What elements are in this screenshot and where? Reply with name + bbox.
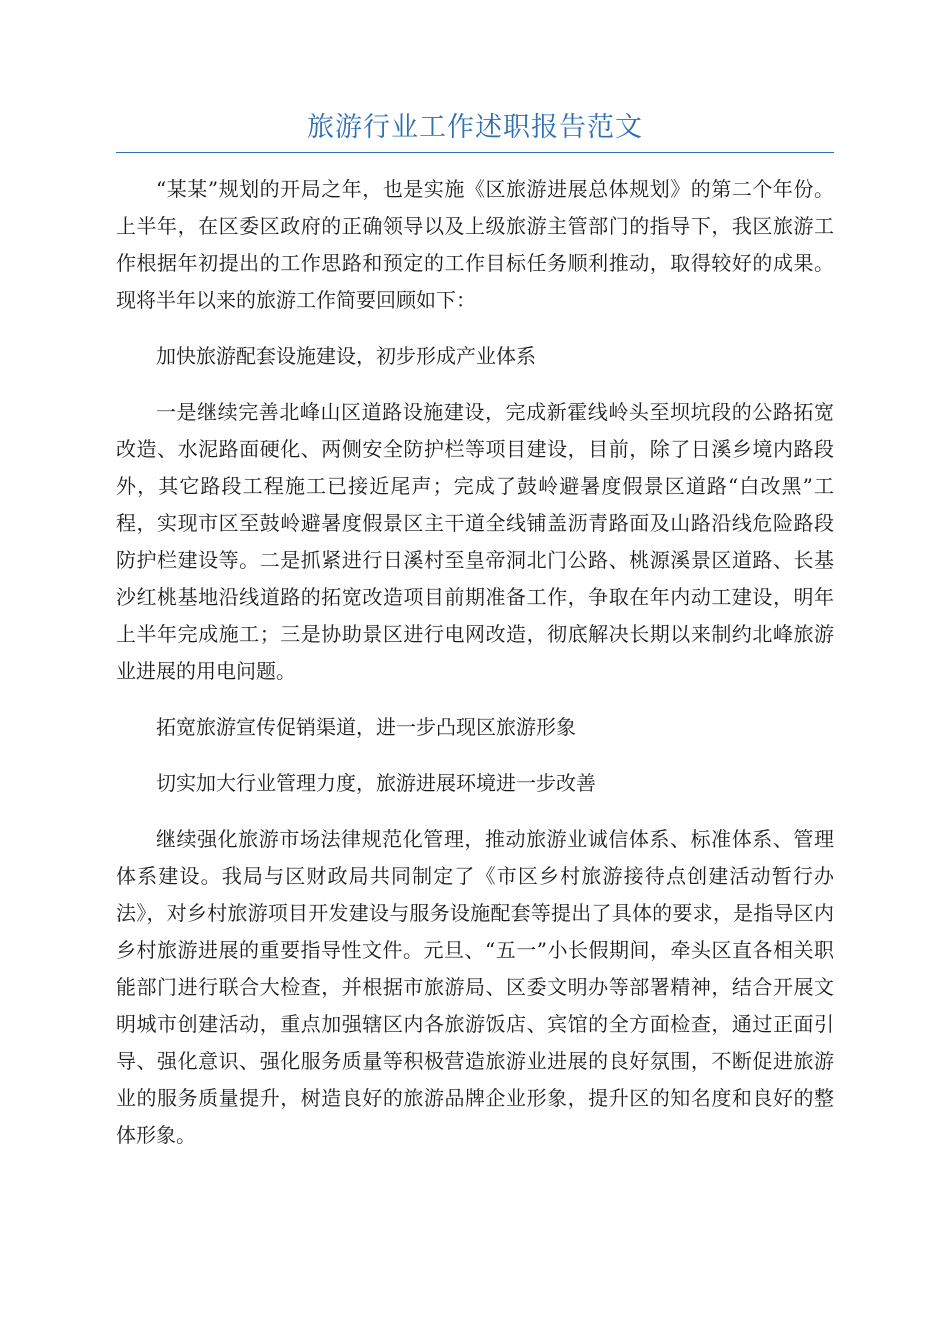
document-page <box>116 110 834 1154</box>
facilities-paragraph: 一是继续完善北峰山区道路设施建设，完成新霍线岭头至坝坑段的公路拓宽改造、水泥路面硬化、两侧安全防护栏等项目建设，目前，除了日溪乡境内路段外，其它路段工程施工已接近尾声；完成了鼓岭避暑度假景区道路“白改黑”工程，实现市区至鼓岭避暑度假景区主干道全线铺盖沥青路面及山路沿线危险路段防护栏建设等。二是抓紧进行日溪村至皇帝洞北门公路、桃源溪景区道路、长基沙红桃基地沿线道路的拓宽改造项目前期准备工作，争取在年内动工建设，明年上半年完成施工；三是协助景区进行电网改造，彻底解决长期以来制约北峰旅游业进展的用电问题。 <box>116 400 834 683</box>
paragraph-gap <box>116 319 834 338</box>
section-heading-promotion: 拓宽旅游宣传促销渠道，进一步凸现区旅游形象 <box>156 715 576 739</box>
intro-paragraph: “某某”规划的开局之年，也是实施《区旅游进展总体规划》的第二个年份。上半年，在区委区政府的正确领导以及上级旅游主管部门的指导下，我区旅游工作根据年初提出的工作思路和预定的工作目标任务顺利推动，取得较好的成果。现将半年以来的旅游工作简要回顾如下： <box>116 177 834 312</box>
section-heading-management: 切实加大行业管理力度，旅游进展环境进一步改善 <box>156 771 596 795</box>
paragraph-gap <box>116 746 834 765</box>
paragraph-gap <box>116 375 834 394</box>
document-title: 旅游行业工作述职报告范文 <box>116 110 834 153</box>
section-heading-facilities: 加快旅游配套设施建设，初步形成产业体系 <box>156 344 536 368</box>
management-paragraph: 继续强化旅游市场法律规范化管理，推动旅游业诚信体系、标准体系、管理体系建设。我局与区财政局共同制定了《市区乡村旅游接待点创建活动暂行办法》，对乡村旅游项目开发建设与服务设施配套等提出了具体的要求，是指导区内乡村旅游进展的重要指导性文件。元旦、“五一”小长假期间，牵头区直各相关职能部门进行联合大检查，并根据市旅游局、区委文明办等部署精神，结合开展文明城市创建活动，重点加强辖区内各旅游饭店、宾馆的全方面检查，通过正面引导、强化意识、强化服务质量等积极营造旅游业进展的良好氛围，不断促进旅游业的服务质量提升，树造良好的旅游品牌企业形象，提升区的知名度和良好的整体形象。 <box>116 827 834 1147</box>
paragraph-gap <box>116 690 834 709</box>
paragraph-gap <box>116 802 834 821</box>
